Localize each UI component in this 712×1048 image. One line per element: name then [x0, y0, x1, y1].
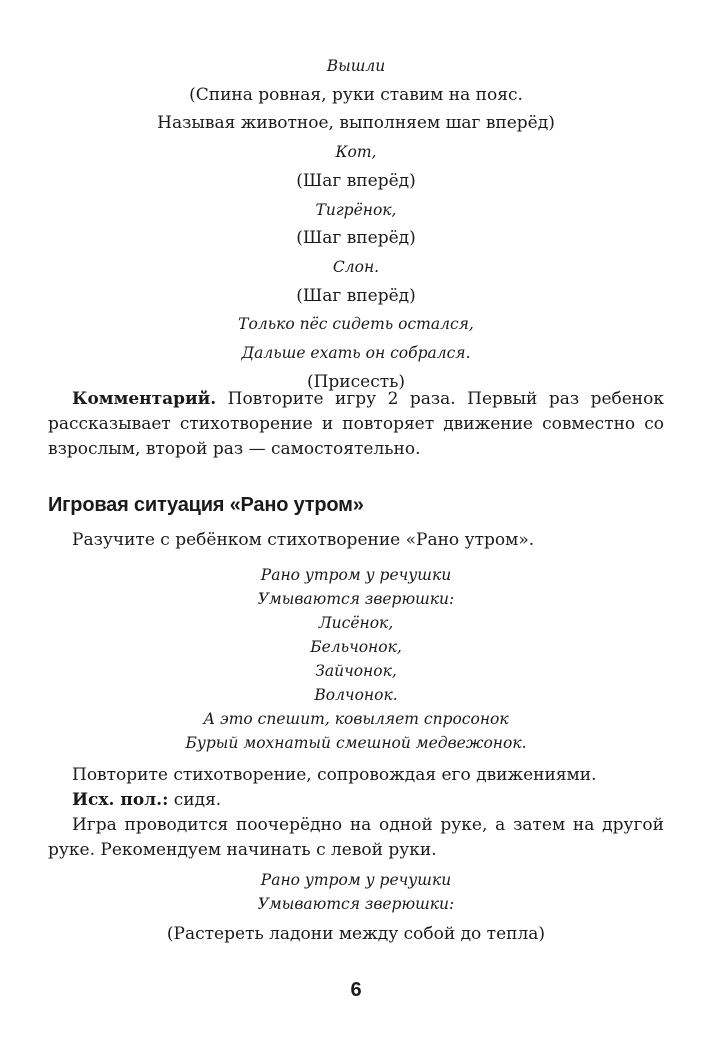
comment-paragraph — [48, 387, 664, 462]
poem-line: Дальше ехать он собрался. — [241, 344, 471, 363]
instruction-line: (Растереть ладони между собой до тепла) — [166, 924, 546, 944]
poem-2-instruction — [48, 922, 664, 946]
page-number: 6 — [350, 979, 362, 1001]
repeat-paragraph: Повторите стихотворение, сопровождая его движениями. — [72, 765, 597, 785]
poem-line: Умываются зверюшки: — [257, 590, 455, 608]
poem-line: Вышли — [326, 57, 386, 75]
poem-line: Только пёс сидеть остался, — [238, 315, 474, 334]
poem-line: Зайчонок, — [315, 662, 397, 680]
game-description-paragraph: Игра проводится поочерёдно на одной руке, а затем на другой руке. Рекомендуем начинать с левой руки. — [48, 815, 664, 860]
poem-line: Волчонок. — [314, 686, 398, 704]
instruction-line: (Шаг вперёд) — [296, 170, 416, 191]
intro-paragraph: Разучите с ребёнком стихотворение «Рано утром». — [72, 530, 535, 550]
poem-rano-utrom — [48, 563, 664, 755]
instruction-line: Называя животное, выполняем шаг вперёд) — [157, 113, 555, 134]
start-position-paragraph — [48, 788, 664, 813]
instruction-line: (Шаг вперёд) — [296, 285, 416, 306]
poem-line: А это спешит, ковыляет спросонок — [203, 710, 509, 728]
start-position-label: Исх. пол.: — [72, 790, 169, 810]
start-position-text: сидя. — [168, 790, 222, 810]
instruction-line: (Шаг вперёд) — [296, 228, 416, 249]
book-page — [48, 0, 664, 1048]
poem-line: Бельчонок, — [310, 638, 402, 656]
instruction-line: (Спина ровная, руки ставим на пояс. — [189, 84, 523, 105]
poem-line: Слон. — [332, 257, 380, 276]
poem-line: Кот, — [335, 143, 377, 162]
comment-label: Комментарий. — [72, 389, 217, 409]
poem-rano-utrom-repeat — [48, 868, 664, 916]
poem-line: Бурый мохнатый смешной медвежонок. — [185, 734, 527, 752]
section-heading: Игровая ситуация «Рано утром» — [48, 494, 364, 516]
instruction-line: (Присесть) — [306, 371, 406, 392]
poem-line: Рано утром у речушки — [260, 871, 452, 889]
poem-line: Рано утром у речушки — [260, 566, 452, 584]
comment-text: Повторите игру 2 раза. Первый раз ребенок рассказывает стихотворение и повторяет движение совместно со взрослым, второй раз — самостоятельно. — [48, 389, 664, 459]
poem-line: Тигрёнок, — [315, 200, 397, 219]
poem-stanza-vyshli — [48, 52, 664, 396]
poem-line: Лисёнок, — [318, 614, 394, 632]
poem-line: Умываются зверюшки: — [257, 895, 455, 913]
